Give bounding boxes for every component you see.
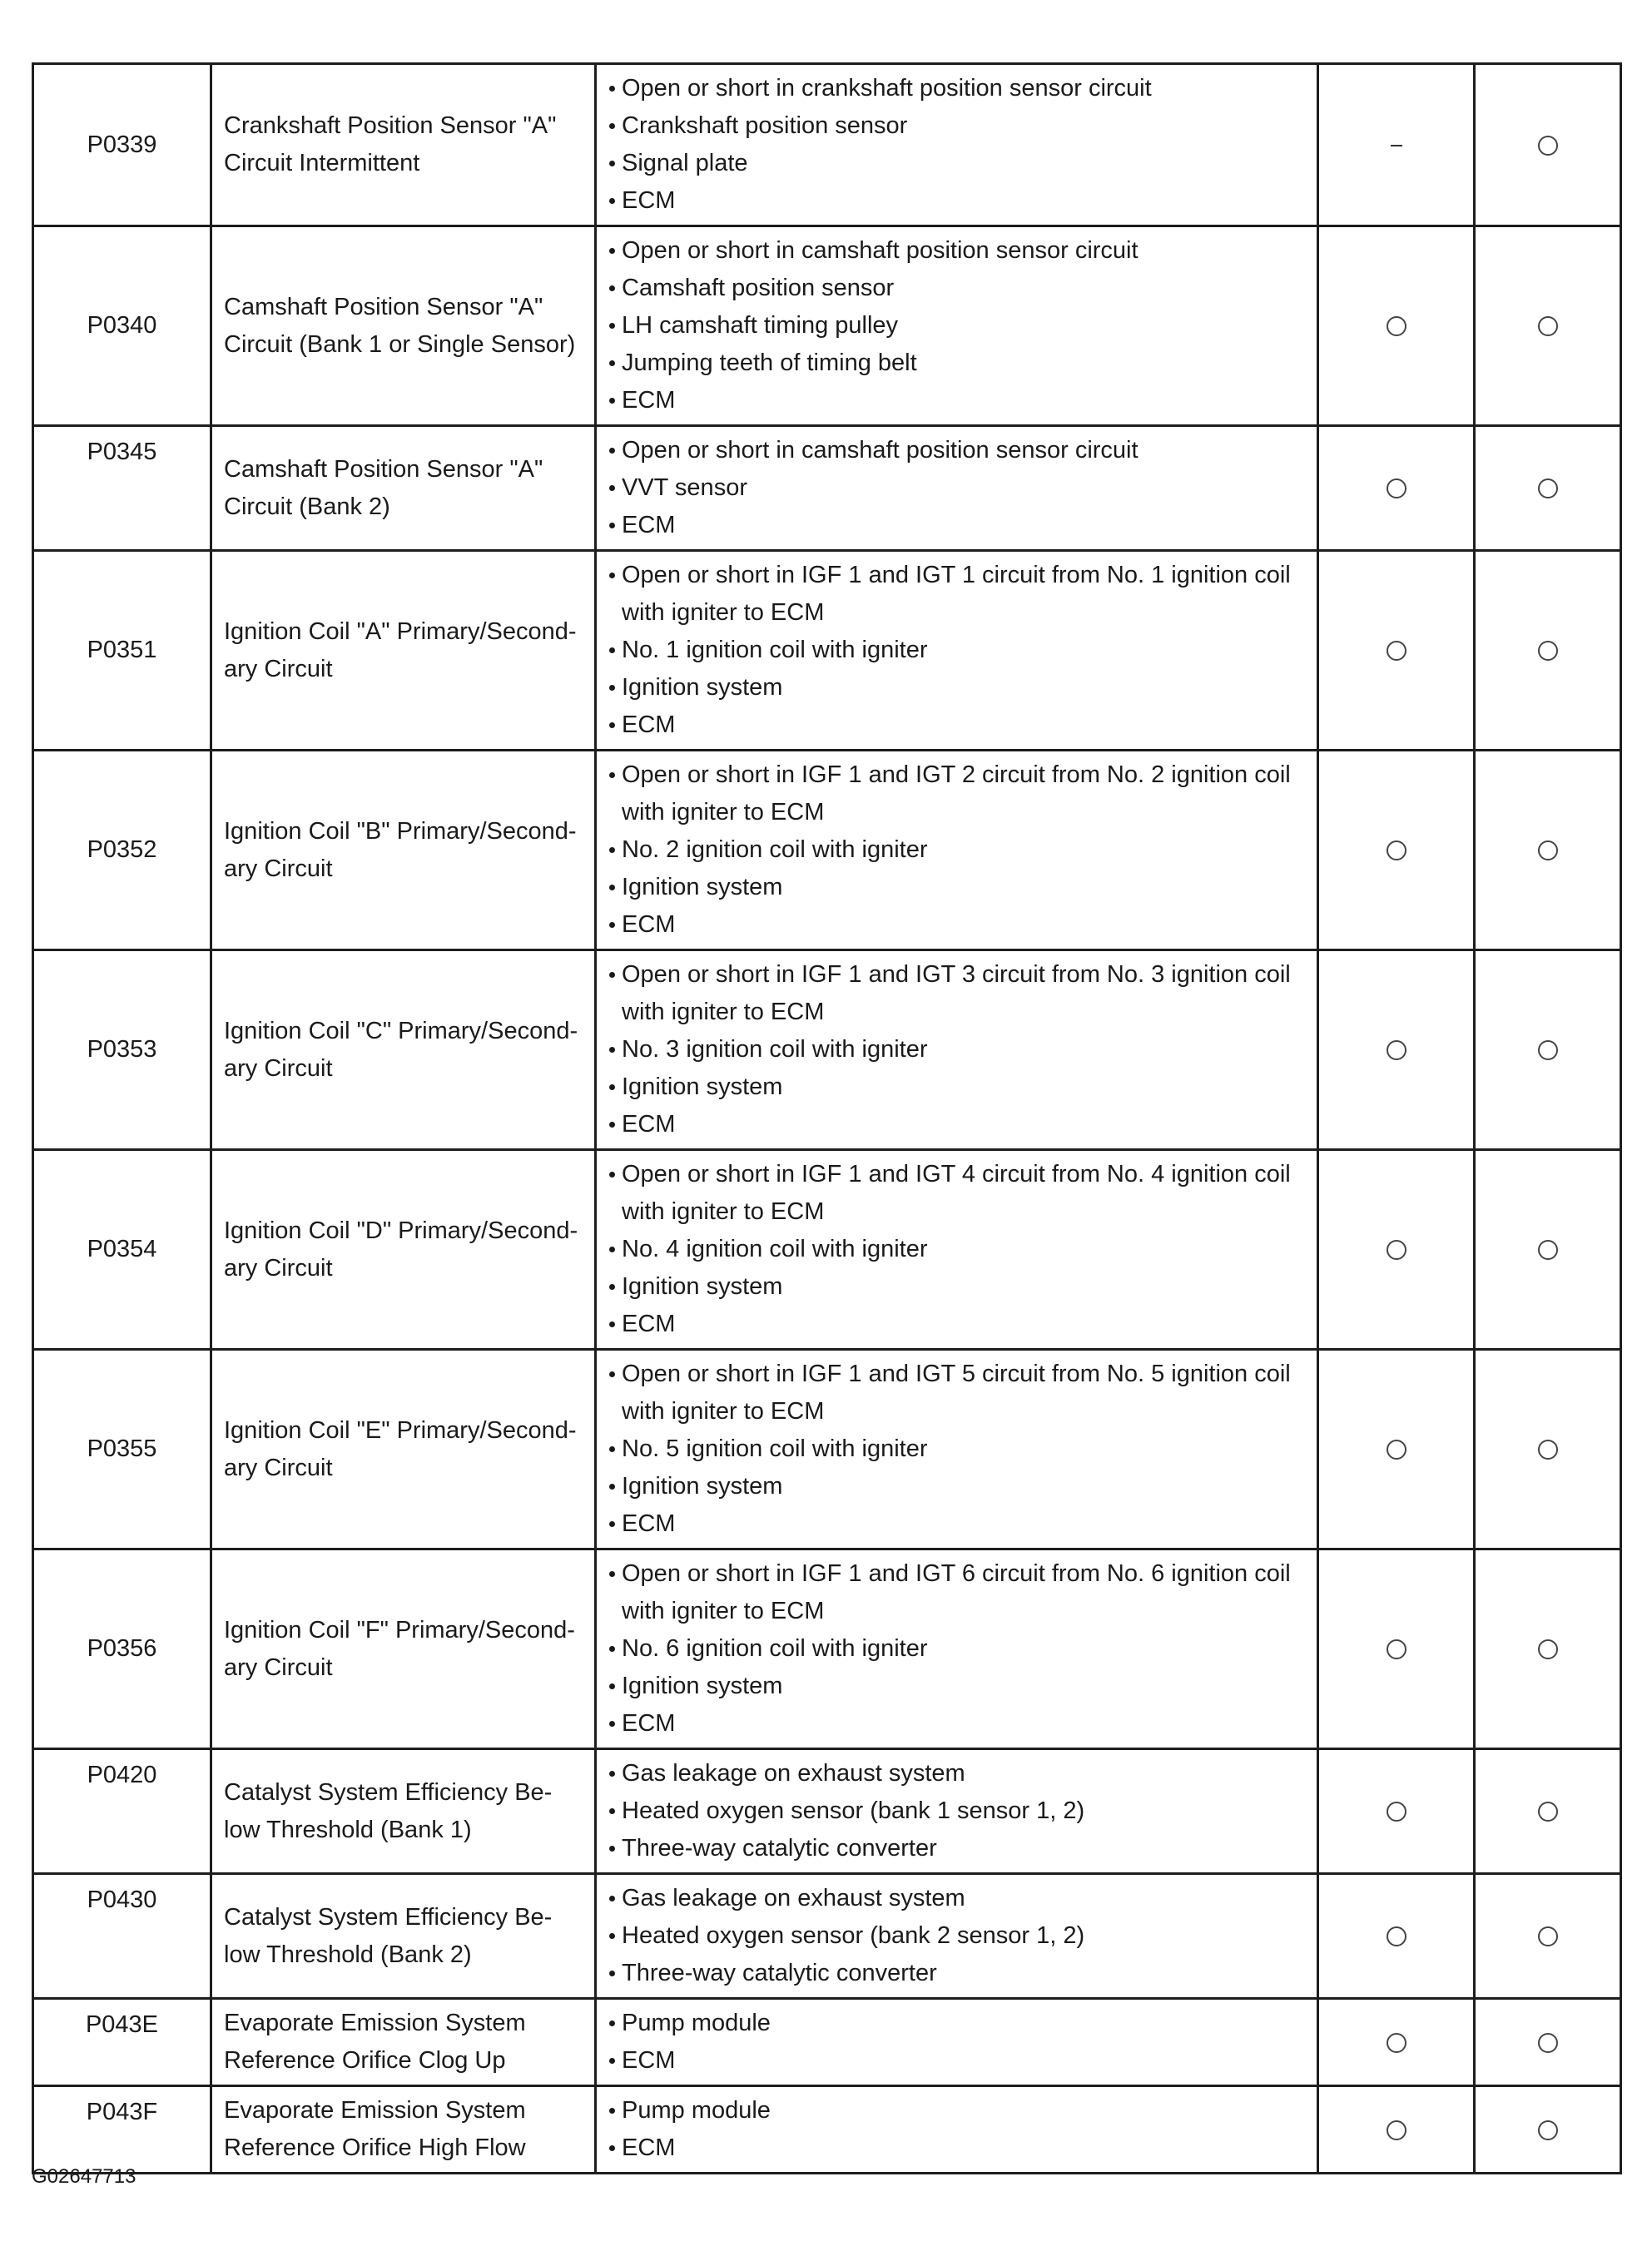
mark-cell-2: [1475, 751, 1621, 950]
detection-item-line: Ignition Coil "F" Primary/Second-: [224, 1616, 575, 1644]
trouble-area-item: Gas leakage on exhaust system: [608, 1755, 1310, 1792]
mark-cell-1: [1318, 551, 1475, 751]
detection-item-line: ary Circuit: [224, 1454, 333, 1481]
detection-item-cell: [211, 2086, 596, 2174]
trouble-area-cell: [596, 1999, 1318, 2086]
circle-icon: [1538, 1440, 1558, 1460]
trouble-area-cell: [596, 1874, 1318, 1999]
detection-item-line: ary Circuit: [224, 1254, 333, 1282]
mark-cell-1: [1318, 226, 1475, 426]
trouble-area-item: ECM: [608, 2042, 1310, 2080]
trouble-area-item: Three-way catalytic converter: [608, 1830, 1310, 1867]
trouble-area-list: [608, 1555, 1310, 1743]
dtc-code-cell: [33, 751, 211, 950]
trouble-area-cell: [596, 2086, 1318, 2174]
trouble-area-item: Ignition system: [608, 1068, 1310, 1106]
trouble-area-item: Crankshaft position sensor: [608, 107, 1310, 145]
circle-icon: [1387, 2120, 1406, 2140]
trouble-area-list: [608, 2005, 1310, 2080]
table-row: [33, 551, 1621, 751]
trouble-area-item: Open or short in IGF 1 and IGT 5 circuit from No. 5 ignition coil with igniter to ECM: [608, 1356, 1310, 1430]
trouble-area-list: [608, 432, 1310, 544]
trouble-area-list: [608, 1880, 1310, 1992]
detection-item-line: Ignition Coil "B" Primary/Second-: [224, 817, 577, 845]
circle-icon: [1387, 1440, 1406, 1460]
mark-cell-2: [1475, 1749, 1621, 1874]
trouble-area-cell: [596, 950, 1318, 1150]
dtc-code: P0353: [87, 1036, 157, 1063]
detection-item-cell: [211, 751, 596, 950]
table-row: [33, 64, 1621, 226]
trouble-area-item: ECM: [608, 382, 1310, 419]
detection-item-line: Circuit (Bank 1 or Single Sensor): [224, 330, 576, 358]
trouble-area-list: [608, 70, 1310, 220]
mark-cell-1: [1318, 1874, 1475, 1999]
detection-item-cell: [211, 1874, 596, 1999]
dtc-code: P043E: [85, 2011, 159, 2038]
dash-icon: [1391, 145, 1402, 146]
trouble-area-item: Three-way catalytic converter: [608, 1955, 1310, 1992]
trouble-area-item: Open or short in camshaft position sensor circuit: [608, 232, 1310, 270]
circle-icon: [1538, 1040, 1558, 1060]
table-row: [33, 2086, 1621, 2174]
circle-icon: [1538, 136, 1558, 156]
table-row: [33, 1749, 1621, 1874]
dtc-code: P043F: [86, 2099, 158, 2125]
trouble-area-item: Jumping teeth of timing belt: [608, 345, 1310, 382]
detection-item-line: Ignition Coil "E" Primary/Second-: [224, 1416, 577, 1444]
trouble-area-item: No. 4 ignition coil with igniter: [608, 1231, 1310, 1268]
circle-icon: [1538, 2120, 1558, 2140]
mark-cell-2: [1475, 226, 1621, 426]
trouble-area-item: No. 1 ignition coil with igniter: [608, 632, 1310, 669]
dtc-code-cell: [33, 1150, 211, 1350]
mark-cell-1: [1318, 1350, 1475, 1549]
detection-item-line: Ignition Coil "D" Primary/Second-: [224, 1217, 578, 1244]
trouble-area-item: ECM: [608, 2129, 1310, 2167]
circle-icon: [1538, 1240, 1558, 1260]
mark-cell-1: [1318, 751, 1475, 950]
trouble-area-item: ECM: [608, 707, 1310, 744]
mark-cell-2: [1475, 64, 1621, 226]
dtc-code-cell: [33, 950, 211, 1150]
detection-item-line: Circuit (Bank 2): [224, 493, 390, 520]
mark-cell-2: [1475, 551, 1621, 751]
dtc-code: P0339: [87, 131, 157, 158]
trouble-area-item: Ignition system: [608, 1268, 1310, 1306]
table-row: [33, 1150, 1621, 1350]
mark-cell-2: [1475, 1874, 1621, 1999]
trouble-area-item: Gas leakage on exhaust system: [608, 1880, 1310, 1917]
dtc-code: P0430: [87, 1887, 157, 1913]
circle-icon: [1538, 840, 1558, 860]
detection-item-line: Reference Orifice High Flow: [224, 2134, 526, 2161]
trouble-area-list: [608, 1156, 1310, 1343]
trouble-area-item: Open or short in IGF 1 and IGT 2 circuit from No. 2 ignition coil with igniter to ECM: [608, 756, 1310, 831]
trouble-area-item: VVT sensor: [608, 469, 1310, 507]
dtc-code-cell: [33, 426, 211, 551]
trouble-area-cell: [596, 1350, 1318, 1549]
circle-icon: [1387, 1926, 1406, 1946]
detection-item-line: Reference Orifice Clog Up: [224, 2047, 506, 2074]
detection-item-cell: [211, 1549, 596, 1749]
mark-cell-1: [1318, 426, 1475, 551]
dtc-code: P0340: [87, 312, 157, 339]
trouble-area-cell: [596, 1549, 1318, 1749]
figure-id: G02647713: [32, 2165, 136, 2188]
detection-item-cell: [211, 551, 596, 751]
detection-item-line: ary Circuit: [224, 1054, 333, 1082]
circle-icon: [1387, 1639, 1406, 1659]
trouble-area-cell: [596, 551, 1318, 751]
trouble-area-item: Ignition system: [608, 1468, 1310, 1505]
dtc-code-cell: [33, 1999, 211, 2086]
detection-item-line: Catalyst System Efficiency Be-: [224, 1778, 553, 1806]
detection-item-line: Catalyst System Efficiency Be-: [224, 1903, 553, 1931]
trouble-area-cell: [596, 64, 1318, 226]
circle-icon: [1387, 478, 1406, 498]
trouble-area-list: [608, 232, 1310, 419]
circle-icon: [1538, 641, 1558, 661]
circle-icon: [1538, 316, 1558, 336]
dtc-code-cell: [33, 1549, 211, 1749]
table-row: [33, 1350, 1621, 1549]
table-row: [33, 226, 1621, 426]
dtc-code: P0352: [87, 836, 157, 863]
trouble-area-item: Open or short in IGF 1 and IGT 1 circuit from No. 1 ignition coil with igniter to ECM: [608, 557, 1310, 632]
trouble-area-item: ECM: [608, 507, 1310, 544]
detection-item-cell: [211, 1350, 596, 1549]
mark-cell-2: [1475, 950, 1621, 1150]
circle-icon: [1387, 2033, 1406, 2053]
dtc-table: [32, 62, 1622, 2174]
trouble-area-item: Pump module: [608, 2005, 1310, 2042]
detection-item-cell: [211, 226, 596, 426]
trouble-area-cell: [596, 1749, 1318, 1874]
circle-icon: [1538, 2033, 1558, 2053]
dtc-code: P0351: [87, 637, 157, 663]
circle-icon: [1387, 641, 1406, 661]
trouble-area-item: ECM: [608, 1705, 1310, 1743]
detection-item-line: low Threshold (Bank 1): [224, 1816, 472, 1843]
trouble-area-item: No. 2 ignition coil with igniter: [608, 831, 1310, 869]
trouble-area-item: Ignition system: [608, 669, 1310, 707]
trouble-area-item: Open or short in camshaft position sensor circuit: [608, 432, 1310, 469]
mark-cell-2: [1475, 1999, 1621, 2086]
dtc-code: P0356: [87, 1635, 157, 1662]
trouble-area-item: ECM: [608, 1106, 1310, 1143]
mark-cell-1: [1318, 1150, 1475, 1350]
trouble-area-item: Heated oxygen sensor (bank 1 sensor 1, 2): [608, 1792, 1310, 1830]
detection-item-line: ary Circuit: [224, 1654, 333, 1681]
dtc-code-cell: [33, 1350, 211, 1549]
trouble-area-item: ECM: [608, 1306, 1310, 1343]
mark-cell-1: [1318, 1549, 1475, 1749]
trouble-area-item: No. 5 ignition coil with igniter: [608, 1430, 1310, 1468]
detection-item-cell: [211, 1150, 596, 1350]
mark-cell-1: [1318, 1999, 1475, 2086]
detection-item-line: ary Circuit: [224, 855, 333, 882]
dtc-code: P0345: [87, 439, 157, 465]
trouble-area-item: LH camshaft timing pulley: [608, 307, 1310, 345]
detection-item-line: low Threshold (Bank 2): [224, 1941, 472, 1968]
table-row: [33, 1999, 1621, 2086]
dtc-code: P0354: [87, 1236, 157, 1262]
trouble-area-list: [608, 956, 1310, 1143]
trouble-area-item: ECM: [608, 1505, 1310, 1543]
circle-icon: [1387, 1802, 1406, 1822]
dtc-code: P0355: [87, 1435, 157, 1462]
trouble-area-cell: [596, 226, 1318, 426]
detection-item-line: Camshaft Position Sensor "A": [224, 455, 543, 483]
trouble-area-list: [608, 756, 1310, 944]
trouble-area-item: Open or short in IGF 1 and IGT 6 circuit from No. 6 ignition coil with igniter to ECM: [608, 1555, 1310, 1630]
table-row: [33, 751, 1621, 950]
table-row: [33, 1874, 1621, 1999]
detection-item-cell: [211, 64, 596, 226]
trouble-area-item: Open or short in IGF 1 and IGT 3 circuit from No. 3 ignition coil with igniter to ECM: [608, 956, 1310, 1031]
dtc-code-cell: [33, 226, 211, 426]
circle-icon: [1387, 1240, 1406, 1260]
circle-icon: [1387, 1040, 1406, 1060]
circle-icon: [1538, 1639, 1558, 1659]
detection-item-cell: [211, 1749, 596, 1874]
dtc-code-cell: [33, 551, 211, 751]
trouble-area-item: Camshaft position sensor: [608, 270, 1310, 307]
dtc-code-cell: [33, 1874, 211, 1999]
trouble-area-list: [608, 1755, 1310, 1867]
mark-cell-2: [1475, 2086, 1621, 2174]
trouble-area-list: [608, 557, 1310, 744]
dtc-code-cell: [33, 2086, 211, 2174]
mark-cell-2: [1475, 1350, 1621, 1549]
mark-cell-1: [1318, 950, 1475, 1150]
trouble-area-item: Ignition system: [608, 1668, 1310, 1705]
dtc-code: P0420: [87, 1762, 157, 1788]
trouble-area-list: [608, 1356, 1310, 1543]
circle-icon: [1538, 478, 1558, 498]
detection-item-line: Ignition Coil "C" Primary/Second-: [224, 1017, 578, 1044]
dtc-code-cell: [33, 1749, 211, 1874]
detection-item-line: Ignition Coil "A" Primary/Second-: [224, 617, 577, 645]
detection-item-cell: [211, 1999, 596, 2086]
trouble-area-item: Pump module: [608, 2092, 1310, 2129]
trouble-area-item: No. 3 ignition coil with igniter: [608, 1031, 1310, 1068]
circle-icon: [1538, 1802, 1558, 1822]
detection-item-line: Camshaft Position Sensor "A": [224, 293, 543, 320]
detection-item-line: Evaporate Emission System: [224, 2010, 526, 2036]
trouble-area-item: ECM: [608, 182, 1310, 220]
trouble-area-item: Open or short in crankshaft position sensor circuit: [608, 70, 1310, 107]
trouble-area-cell: [596, 426, 1318, 551]
detection-item-line: Circuit Intermittent: [224, 150, 420, 176]
mark-cell-2: [1475, 1150, 1621, 1350]
detection-item-cell: [211, 950, 596, 1150]
trouble-area-cell: [596, 751, 1318, 950]
circle-icon: [1538, 1926, 1558, 1946]
trouble-area-item: No. 6 ignition coil with igniter: [608, 1630, 1310, 1668]
mark-cell-2: [1475, 1549, 1621, 1749]
trouble-area-item: ECM: [608, 906, 1310, 944]
detection-item-line: Crankshaft Position Sensor "A": [224, 112, 557, 139]
mark-cell-1: [1318, 64, 1475, 226]
trouble-area-cell: [596, 1150, 1318, 1350]
trouble-area-item: Open or short in IGF 1 and IGT 4 circuit from No. 4 ignition coil with igniter to ECM: [608, 1156, 1310, 1231]
table-row: [33, 426, 1621, 551]
trouble-area-item: Heated oxygen sensor (bank 2 sensor 1, 2): [608, 1917, 1310, 1955]
detection-item-cell: [211, 426, 596, 551]
mark-cell-1: [1318, 1749, 1475, 1874]
mark-cell-1: [1318, 2086, 1475, 2174]
circle-icon: [1387, 840, 1406, 860]
table-row: [33, 950, 1621, 1150]
detection-item-line: Evaporate Emission System: [224, 2097, 526, 2124]
trouble-area-item: Signal plate: [608, 145, 1310, 182]
trouble-area-item: Ignition system: [608, 869, 1310, 906]
dtc-code-cell: [33, 64, 211, 226]
mark-cell-2: [1475, 426, 1621, 551]
circle-icon: [1387, 316, 1406, 336]
detection-item-line: ary Circuit: [224, 655, 333, 682]
table-row: [33, 1549, 1621, 1749]
trouble-area-list: [608, 2092, 1310, 2167]
